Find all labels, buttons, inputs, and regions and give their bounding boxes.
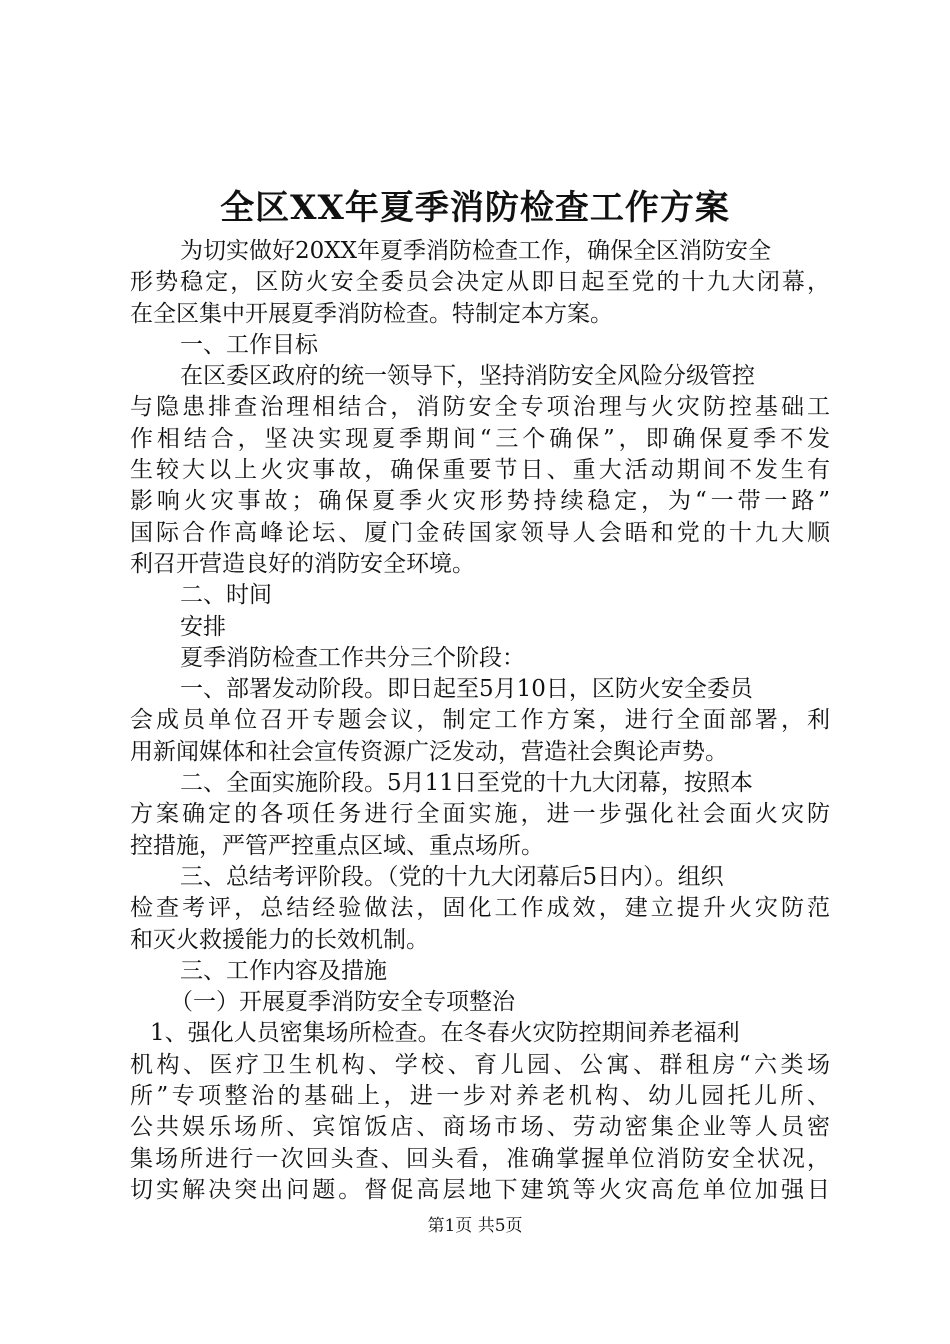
paragraph-line: 形势稳定，区防火安全委员会决定从即日起至党的十九大闭幕， — [130, 269, 830, 296]
paragraph-line: 利召开营造良好的消防安全环境。 — [130, 550, 475, 577]
paragraph-line: 与隐患排查治理相结合，消防安全专项治理与火灾防控基础工 — [130, 394, 830, 421]
paragraph-line: 检查考评，总结经验做法，固化工作成效，建立提升火灾防范 — [130, 895, 830, 922]
paragraph-line: 切实解决突出问题。督促高层地下建筑等火灾高危单位加强日 — [130, 1176, 830, 1203]
page-footer: 第1页 共5页 — [427, 1216, 523, 1236]
section-heading: 三、工作内容及措施 — [180, 957, 387, 984]
document-title: 全区XX年夏季消防检查工作方案 — [220, 188, 730, 228]
paragraph-line: 生较大以上火灾事故，确保重要节日、重大活动期间不发生有 — [130, 457, 830, 484]
paragraph-line: 公共娱乐场所、宾馆饭店、商场市场、劳动密集企业等人员密 — [130, 1114, 830, 1141]
paragraph-line: 作相结合，坚决实现夏季期间“三个确保”，即确保夏季不发 — [130, 425, 830, 452]
paragraph-line: 机构、医疗卫生机构、学校、育儿园、公寓、群租房“六类场 — [130, 1051, 830, 1078]
paragraph-line: 在区委区政府的统一领导下，坚持消防安全风险分级管控 — [180, 363, 755, 390]
paragraph-line: 所”专项整治的基础上，进一步对养老机构、幼儿园托儿所、 — [130, 1083, 830, 1110]
paragraph-line: 1、强化人员密集场所检查。在冬春火灾防控期间养老福利 — [150, 1020, 740, 1047]
paragraph-line: 集场所进行一次回头查、回头看，准确掌握单位消防安全状况， — [130, 1145, 830, 1172]
paragraph-line: 控措施，严管严控重点区域、重点场所。 — [130, 832, 544, 859]
section-heading: 二、时间 — [180, 582, 272, 609]
paragraph-line: 为切实做好20XX年夏季消防检查工作，确保全区消防安全 — [180, 238, 772, 264]
document-body — [130, 236, 830, 1206]
paragraph-line: 一、部署发动阶段。即日起至5月10日，区防火安全委员 — [180, 676, 753, 703]
section-heading: 一、工作目标 — [180, 331, 318, 358]
paragraph-line: 方案确定的各项任务进行全面实施，进一步强化社会面火灾防 — [130, 801, 830, 828]
paragraph-line: 影响火灾事故；确保夏季火灾形势持续稳定，为“一带一路” — [130, 488, 830, 515]
paragraph-line: 安排 — [180, 613, 226, 640]
paragraph-line: 会成员单位召开专题会议，制定工作方案，进行全面部署，利 — [130, 707, 830, 734]
paragraph-line: 和灭火救援能力的长效机制。 — [130, 926, 429, 953]
subsection-heading: （一）开展夏季消防安全专项整治 — [170, 989, 515, 1016]
paragraph-line: 二、全面实施阶段。5月11日至党的十九大闭幕，按照本 — [180, 770, 753, 797]
paragraph-line: 在全区集中开展夏季消防检查。特制定本方案。 — [130, 300, 613, 327]
paragraph-line: 夏季消防检查工作共分三个阶段： — [180, 644, 525, 671]
paragraph-line: 三、总结考评阶段。（党的十九大闭幕后5日内）。组织 — [180, 863, 724, 890]
paragraph-line: 用新闻媒体和社会宣传资源广泛发动，营造社会舆论声势。 — [130, 738, 728, 765]
paragraph-line: 国际合作高峰论坛、厦门金砖国家领导人会晤和党的十九大顺 — [130, 519, 830, 546]
